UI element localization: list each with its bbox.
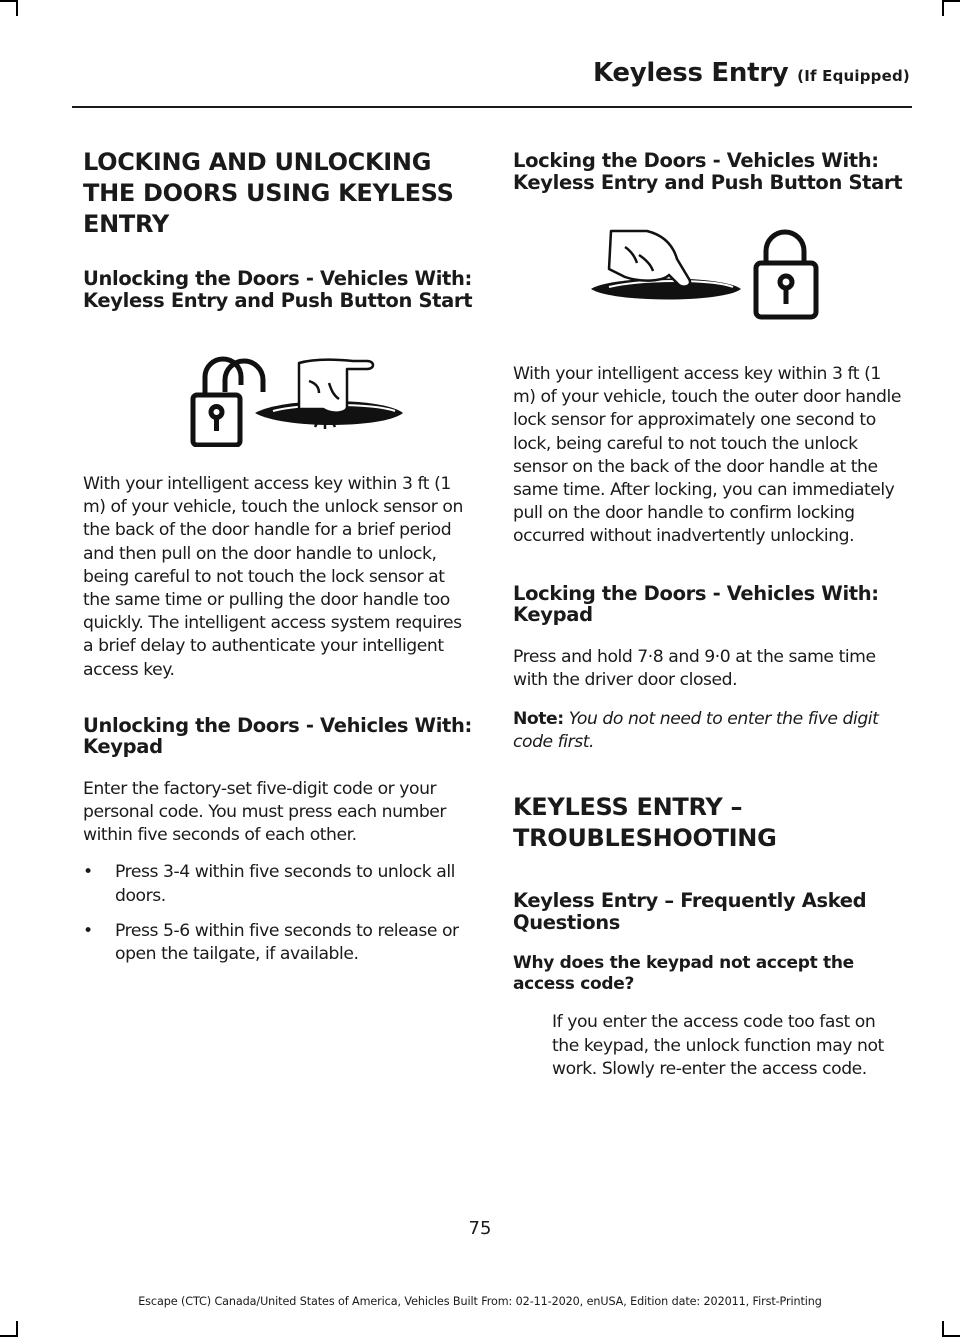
lock-keypad-body: Press and hold 7·8 and 9·0 at the same time with the driver door closed. xyxy=(513,646,876,690)
lock-keypad-heading: Locking the Doors - Vehicles With: Keypad xyxy=(513,581,879,627)
section-title-line: LOCKING AND UNLOCKING xyxy=(83,148,432,176)
list-item xyxy=(83,920,475,966)
faq-heading: Keyless Entry – Frequently Asked Questions xyxy=(513,889,867,934)
header-title: Keyless Entry xyxy=(592,58,789,88)
list-item xyxy=(83,861,475,907)
lock-push-heading: Locking the Doors - Vehicles With: Keyless Entry and Push Button Start xyxy=(513,149,903,194)
crop-mark xyxy=(942,0,944,16)
page-number: 75 xyxy=(468,1218,492,1239)
troubleshooting-title xyxy=(513,792,905,854)
lock-push-body: With your intelligent access key within 3 ft (1 m) of your vehicle, touch the outer door handle lock sensor for approximately one second to lock, being careful to not touch the unlock sensor on the back of the door handle at the same time. After locking, you can immediately pull on the door handle to confirm locking occurred without inadvertently unlocking. xyxy=(513,364,901,547)
crop-mark xyxy=(942,1321,944,1337)
list-item-text: Press 3-4 within five seconds to unlock all doors. xyxy=(115,862,455,906)
crop-mark xyxy=(16,0,18,16)
unlock-sensor-illustration xyxy=(83,347,475,447)
right-column xyxy=(513,140,905,1081)
door-handle-icon xyxy=(591,279,741,300)
section-title-line: TROUBLESHOOTING xyxy=(513,824,777,853)
crop-mark xyxy=(944,0,960,2)
unlock-keypad-body: Enter the factory-set five-digit code or your personal code. You must press each number within five seconds of each other. xyxy=(83,778,447,846)
footer-info: Escape (CTC) Canada/United States of America, Vehicles Built From: 02-11-2020, enUSA, Edition date: 202011, First-Printing xyxy=(138,1295,822,1308)
bullet-icon: • xyxy=(83,920,93,941)
bullet-icon: • xyxy=(83,862,93,883)
section-title-line: KEYLESS ENTRY – xyxy=(513,793,743,822)
unlock-push-body: With your intelligent access key within 3 ft (1 m) of your vehicle, touch the unlock sensor on the back of the door handle for a brief period and then pull on the door handle to unlock, being careful to not touch the lock sensor at the same time or pulling the door handle too quickly. The intelligent access system requires a brief delay to authenticate your intelligent access key. xyxy=(83,474,463,680)
left-column xyxy=(83,140,475,966)
note-label: Note: xyxy=(513,709,564,730)
section-title-line: THE DOORS USING KEYLESS xyxy=(83,179,454,207)
hand-pressing-icon xyxy=(609,231,690,287)
section-title-line: ENTRY xyxy=(83,210,169,238)
crop-mark xyxy=(0,0,16,2)
faq-question: Why does the keypad not accept the access code? xyxy=(513,953,854,995)
unlock-illustration xyxy=(83,347,475,447)
lock-keypad-note xyxy=(513,708,905,754)
unlock-push-heading: Unlocking the Doors - Vehicles With: Keyless Entry and Push Button Start xyxy=(83,267,473,312)
locked-padlock-icon xyxy=(756,232,816,317)
page-header xyxy=(593,58,910,88)
crop-mark xyxy=(16,1321,18,1337)
section-title xyxy=(83,147,475,240)
header-divider xyxy=(72,106,912,108)
note-text: You do not need to enter the five digit code first. xyxy=(513,709,879,753)
lock-sensor-illustration xyxy=(513,225,905,320)
list-item-text: Press 5-6 within five seconds to release or open the tailgate, if available. xyxy=(115,920,459,965)
lock-illustration xyxy=(513,225,905,320)
unlock-keypad-heading: Unlocking the Doors - Vehicles With: Keypad xyxy=(83,713,473,759)
header-subtitle: (If Equipped) xyxy=(797,67,910,85)
faq-answer: If you enter the access code too fast on the keypad, the unlock function may not work. Slowly re-enter the access code. xyxy=(552,1012,884,1079)
